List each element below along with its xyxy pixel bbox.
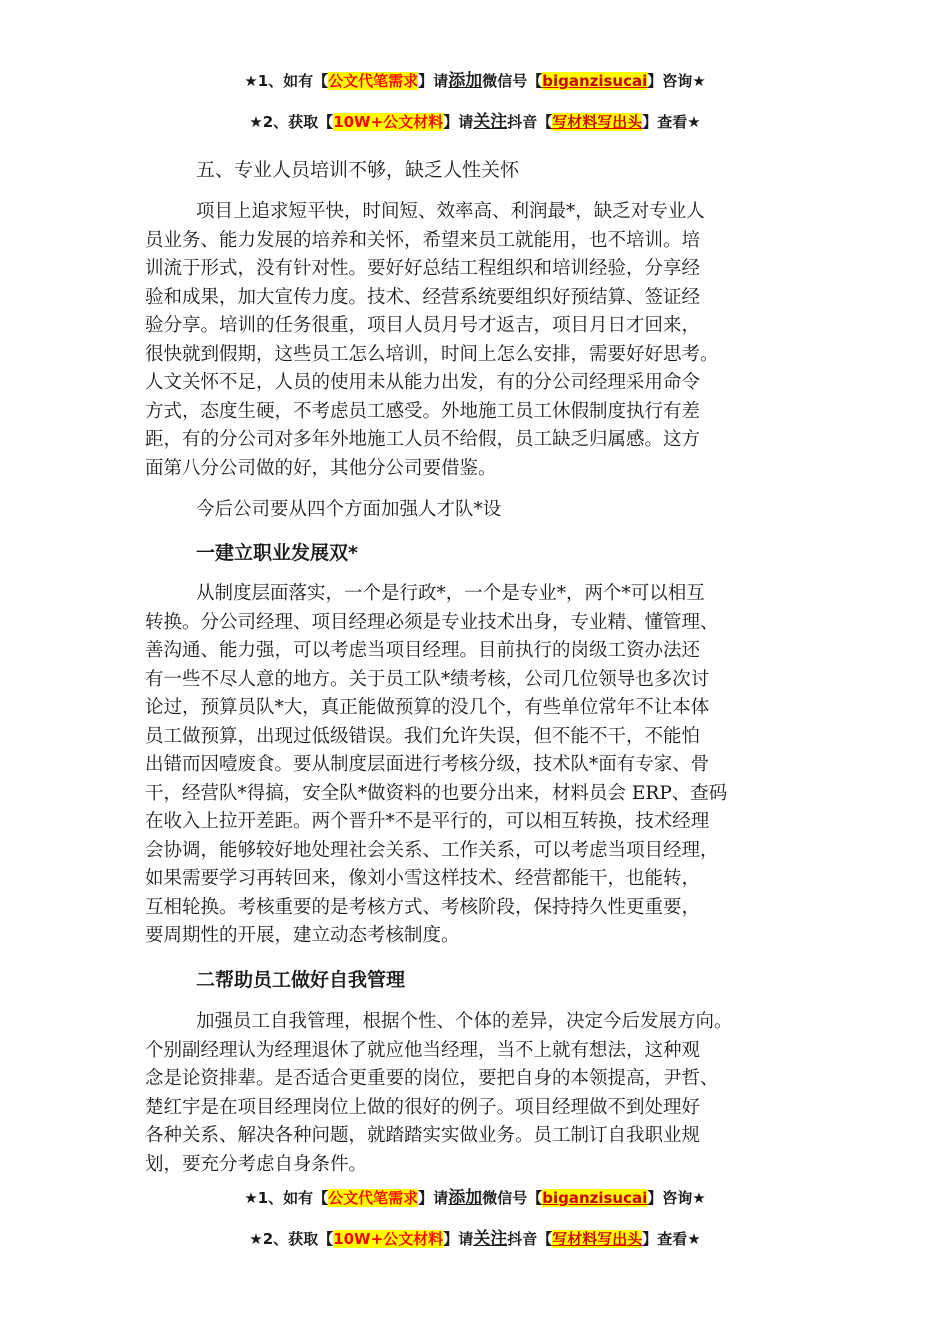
promo-prefix: ★2、获取【 (249, 1230, 334, 1248)
promo-top-line-2 (0, 111, 950, 133)
promo-douyin-link[interactable]: 写材料写出头 (552, 1230, 643, 1248)
promo-suffix: 】咨询★ (647, 1189, 706, 1207)
text-line: 距，有的分公司对多年外地施工人员不给假，员工缺乏归属感。这方 (145, 429, 701, 450)
text-line: 念是论资排辈。是否适合更重要的岗位，要把自身的本领提高，尹哲、 (145, 1068, 719, 1089)
text-line: 善沟通、能力强，可以考虑当项目经理。目前执行的岗级工资办法还 (145, 640, 701, 661)
promo-suffix: 】咨询★ (647, 72, 706, 90)
text-line: 有一些不尽人意的地方。关于员工队*绩考核，公司几位领导也多次讨 (145, 668, 710, 690)
promo-mid: 抖音【 (507, 1230, 553, 1248)
promo-mid: 抖音【 (507, 113, 553, 131)
promo-highlight: 10W+公文材料 (333, 113, 444, 131)
promo-prefix: ★2、获取【 (249, 113, 334, 131)
promo-emphasis: 关注 (473, 112, 508, 132)
promo-wechat-link[interactable]: biganzisucai (542, 72, 648, 90)
text-line: 员工做预算，出现过低级错误。我们允许失误，但不能不干，不能怕 (145, 725, 701, 747)
text-line: 出错而因噎废食。要从制度层面进行考核分级，技术队*面有专家、骨 (145, 754, 710, 775)
text-line: 各种关系、解决各种问题，就踏踏实实做业务。员工制订自我职业规 (145, 1125, 701, 1146)
text-line: 划，要充分考虑自身条件。 (145, 1153, 368, 1175)
promo-prefix: ★1、如有【 (244, 72, 329, 90)
promo-prefix: ★1、如有【 (244, 1189, 329, 1207)
promo-top-line-1 (0, 70, 950, 92)
promo-suffix: 】查看★ (642, 1230, 701, 1248)
promo-mid: 】请 (418, 72, 449, 90)
promo-highlight: 公文代笔需求 (328, 1189, 419, 1207)
text-line: 员业务、能力发展的培养和关怀，希望来员工就能用，也不培训。培 (145, 229, 701, 251)
promo-wechat-link[interactable]: biganzisucai (542, 1189, 648, 1207)
text-line: 从制度层面落实，一个是行政*，一个是专业*，两个*可以相互 (196, 583, 705, 604)
promo-highlight: 10W+公文材料 (333, 1230, 444, 1248)
promo-mid: 微信号【 (482, 72, 543, 90)
text-line: 如果需要学习再转回来，像刘小雪这样技术、经营都能干，也能转， (145, 868, 701, 889)
promo-mid: 】请 (418, 1189, 449, 1207)
text-line: 方式，态度生硬，不考虑员工感受。外地施工员工休假制度执行有差 (145, 400, 701, 422)
promo-highlight: 公文代笔需求 (328, 72, 419, 90)
text-line: 会协调，能够较好地处理社会关系、工作关系，可以考虑当项目经理， (145, 839, 719, 861)
part1-heading: 一建立职业发展双* (196, 542, 358, 564)
promo-mid: 微信号【 (482, 1189, 543, 1207)
text-line: 加强员工自我管理，根据个性、个体的差异，决定今后发展方向。 (196, 1011, 733, 1032)
text-line: 楚红宇是在项目经理岗位上做的很好的例子。项目经理做不到处理好 (145, 1096, 701, 1118)
promo-mid: 】请 (443, 1230, 474, 1248)
section-heading: 五、专业人员培训不够，缺乏人性关怀 (196, 159, 520, 181)
intro-paragraph (145, 496, 805, 525)
promo-emphasis: 关注 (473, 1229, 508, 1249)
text-line: 在收入上拉开差距。两个晋升*不是平行的，可以相互转换，技术经理 (145, 811, 710, 832)
part2-heading: 二帮助员工做好自我管理 (196, 969, 406, 991)
text-line: 验和成果，加大宣传力度。技术、经营系统要组织好预结算、签证经 (145, 286, 701, 308)
text-line: 个别副经理认为经理退休了就应他当经理，当不上就有想法，这种观 (145, 1039, 701, 1061)
part1-paragraph (145, 580, 805, 951)
text-line: 干，经营队*得搞，安全队*做资料的也要分出来，材料员会 ERP、查码 (145, 782, 728, 804)
text-line: 转换。分公司经理、项目经理必须是专业技术出身，专业精、懂管理、 (145, 611, 719, 633)
text-line: 很快就到假期，这些员工怎么培训，时间上怎么安排，需要好好思考。 (145, 343, 719, 365)
text-line: 项目上追求短平快，时间短、效率高、利润最*，缺乏对专业人 (196, 201, 705, 222)
text-line: 面第八分公司做的好，其他分公司要借鉴。 (145, 457, 497, 479)
promo-douyin-link[interactable]: 写材料写出头 (552, 113, 643, 131)
part2-paragraph (145, 1008, 805, 1179)
promo-mid: 】请 (443, 113, 474, 131)
text-line: 今后公司要从四个方面加强人才队*设 (196, 499, 502, 520)
text-line: 互相轮换。考核重要的是考核方式、考核阶段，保持持久性更重要， (145, 896, 701, 918)
text-line: 人文关怀不足，人员的使用未从能力出发，有的分公司经理采用命令 (145, 372, 701, 393)
promo-emphasis: 添加 (448, 1188, 483, 1208)
text-line: 要周期性的开展，建立动态考核制度。 (145, 925, 460, 946)
promo-bottom-line-2 (0, 1228, 950, 1250)
promo-bottom-line-1 (0, 1187, 950, 1209)
section5-paragraph (145, 198, 805, 483)
promo-emphasis: 添加 (448, 71, 483, 91)
text-line: 论过，预算员队*大，真正能做预算的没几个，有些单位常年不让本体 (145, 697, 710, 718)
text-line: 训流于形式，没有针对性。要好好总结工程组织和培训经验，分享经 (145, 258, 701, 279)
promo-suffix: 】查看★ (642, 113, 701, 131)
text-line: 验分享。培训的任务很重，项目人员月号才返吉，项目月日才回来， (145, 315, 701, 336)
